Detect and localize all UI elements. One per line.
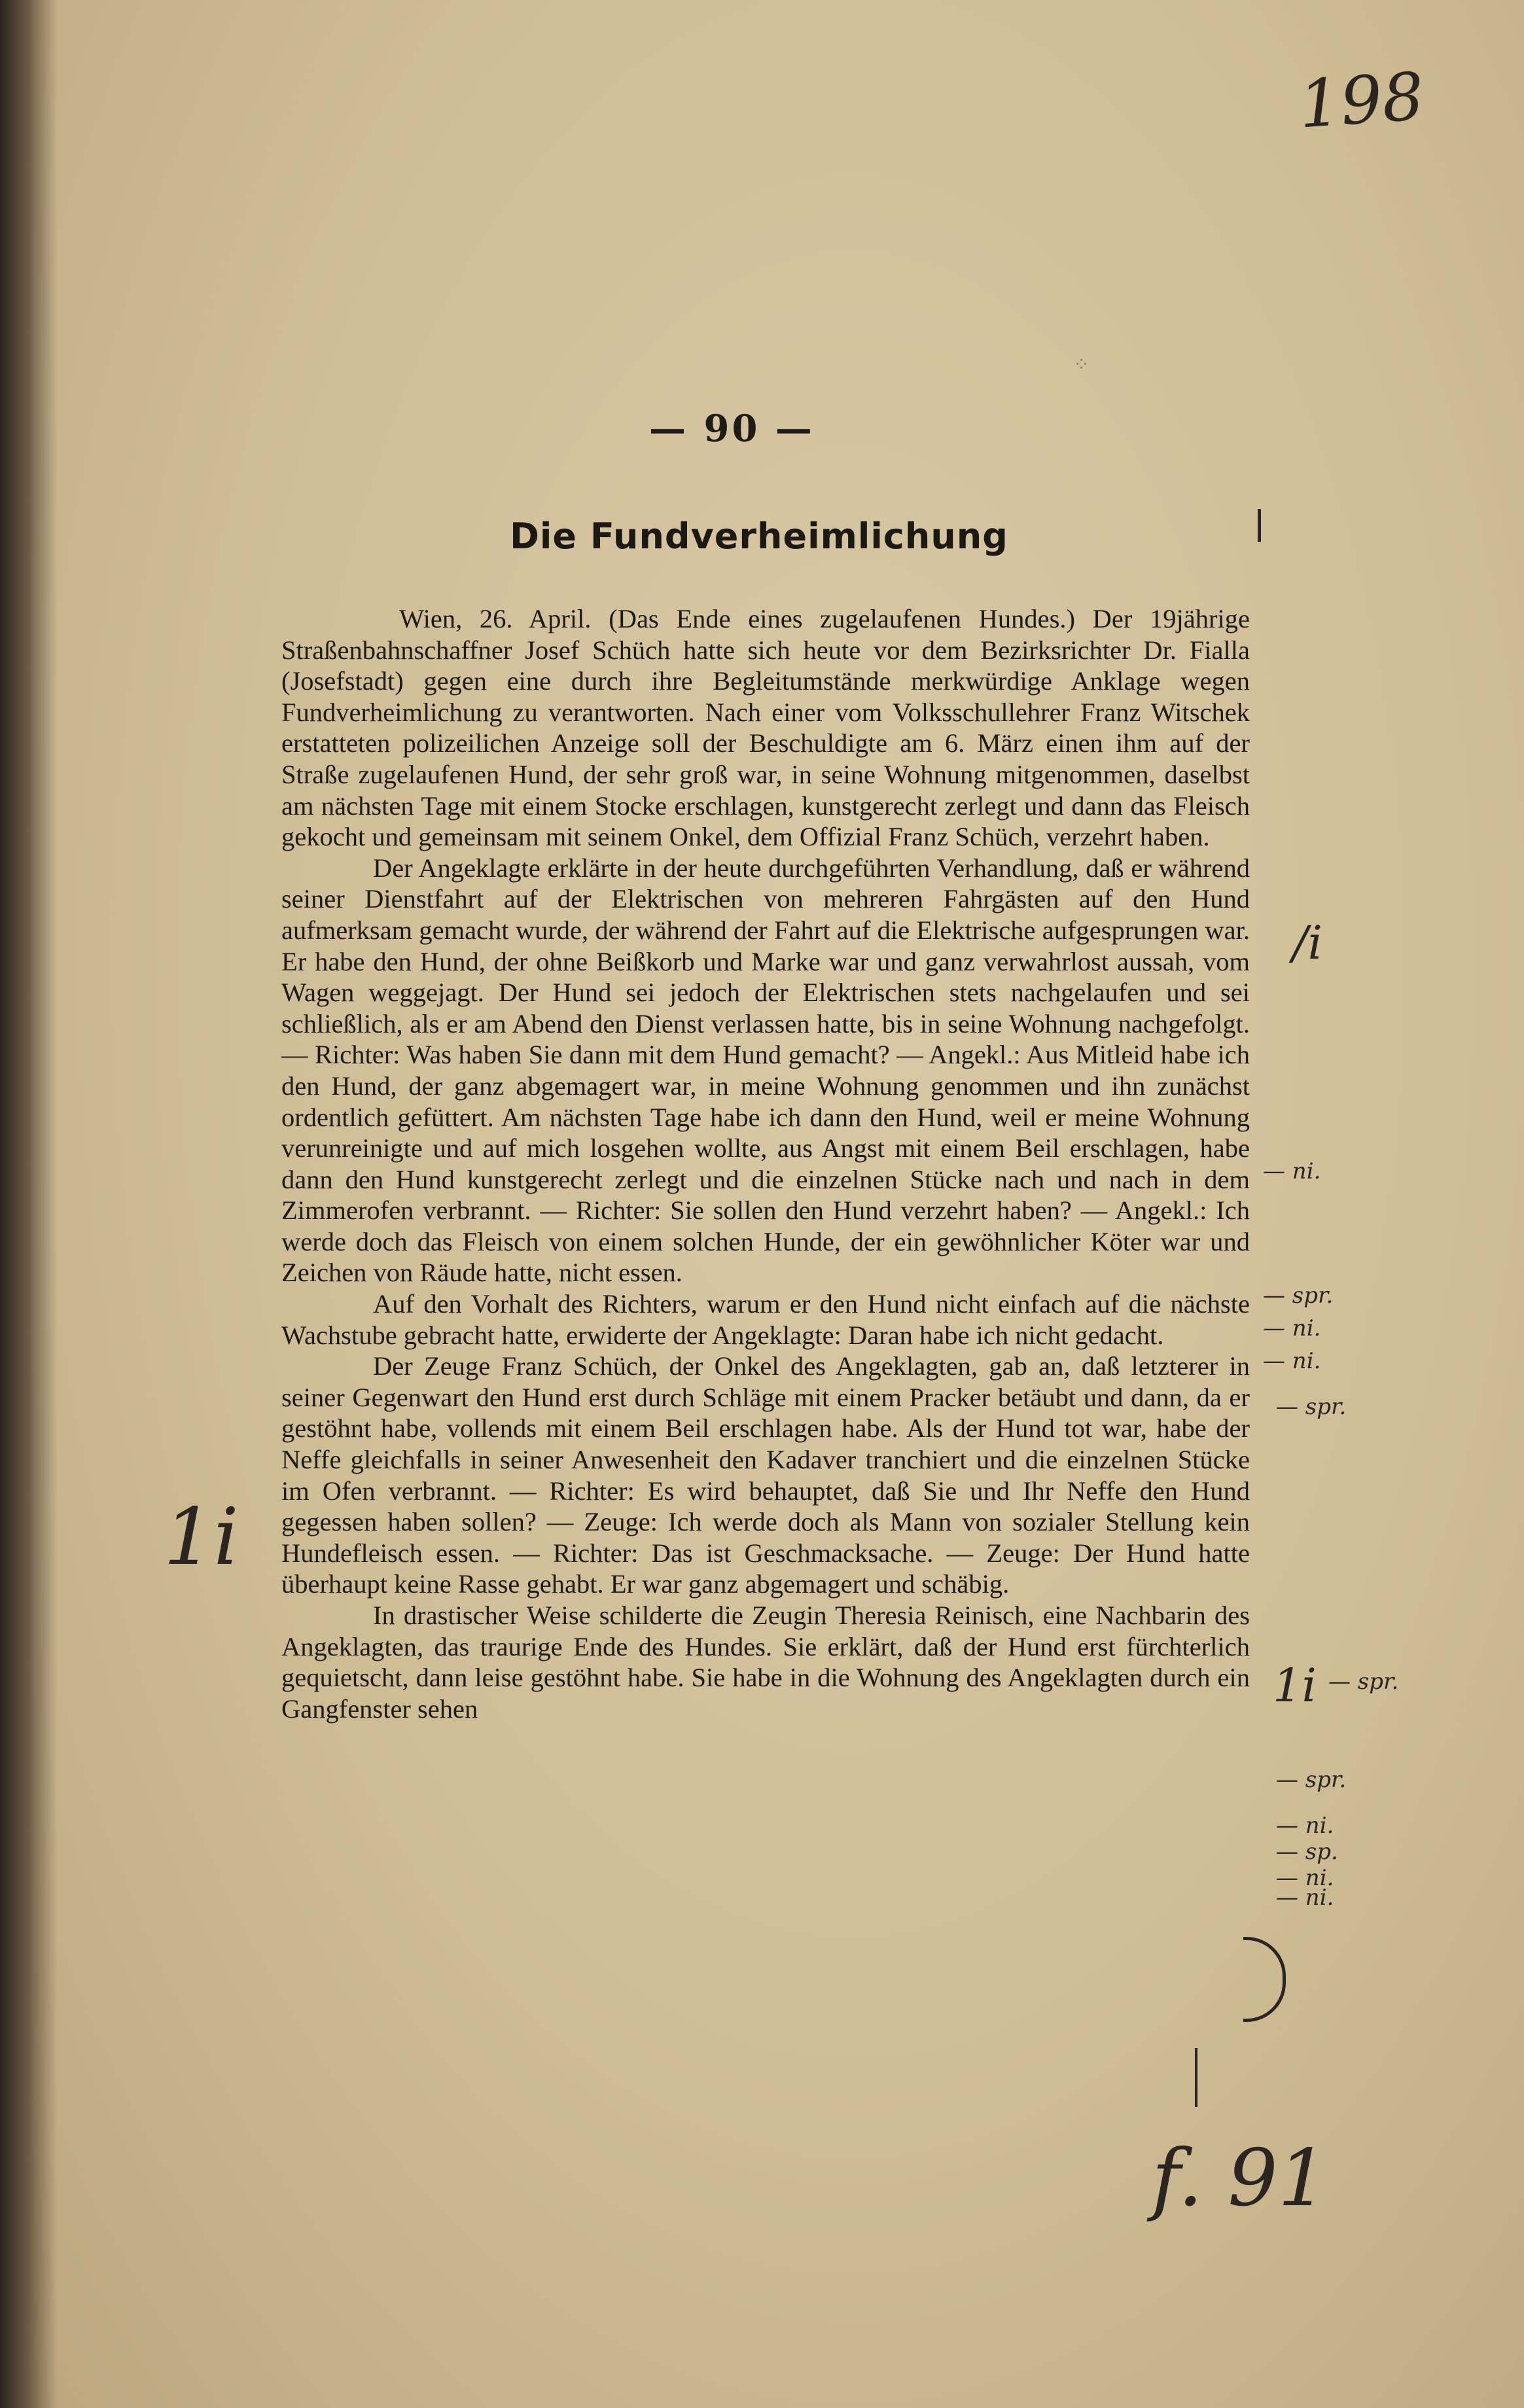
right-margin-note: — ni. [1263, 1348, 1321, 1374]
margin-note-left-3: 1i [1273, 1659, 1317, 1712]
margin-arrow-mark [1258, 509, 1273, 542]
right-margin-note: — spr. [1328, 1669, 1399, 1695]
right-margin-note: — spr. [1263, 1283, 1334, 1309]
paragraph-4: Der Zeuge Franz Schüch, der Onkel des Angeklagten, gab an, daß letzterer in seiner Gegenwart den Hund erst durch Schläge mit einem Pracker betäubt und dann, da er gestöhnt habe, vollends mit einem Beil erschlagen habe. Als der Hund tot war, habe der Neffe gleichfalls in seiner Anwesenheit den Kadaver tranchiert und die einzelnen Stücke im Ofen verbrannt. — Richter: Es wird behauptet, daß Sie und Ihr Neffe den Hund gegessen haben sollen? — Zeuge: Ich werde doch als Mann von sozialer Stellung kein Hundefleisch essen. — Richter: Das ist Geschmacksache. — Zeuge: Der Hund hatte überhaupt keine Rasse gehabt. Er war ganz abgemagert und schäbig. [281, 1351, 1250, 1599]
margin-note-bottom: f. 91 [1152, 2133, 1328, 2224]
right-margin-note: — ni. [1263, 1315, 1321, 1341]
margin-note-left-2: 1i [164, 1492, 239, 1583]
page-gutter-shadow [31, 0, 58, 2408]
right-margin-note: — spr. [1276, 1394, 1347, 1420]
paragraph-3: Auf den Vorhalt des Richters, warum er den Hund nicht einfach auf die nächste Wachstube gebracht hatte, erwiderte der Angeklagte: Daran habe ich nicht gedacht. [281, 1289, 1250, 1350]
right-margin-note: — ni. [1276, 1865, 1334, 1891]
right-margin-note: — sp. [1276, 1839, 1338, 1865]
right-margin-note: — spr. [1276, 1767, 1347, 1793]
margin-note-left-1: /i [1292, 916, 1322, 970]
folio-number: 198 [1296, 58, 1427, 143]
right-margin-note: — ni. [1263, 1158, 1321, 1184]
margin-pen-line [1195, 2048, 1197, 2107]
page-number: — 90 — [649, 407, 815, 450]
faint-mark: ⁘ [1073, 353, 1090, 376]
paragraph-1: Wien, 26. April. (Das Ende eines zugelaufenen Hundes.) Der 19jährige Straßenbahnschaffner Josef Schüch hatte sich heute vor dem Bezirksrichter Dr. Fialla (Josefstadt) gegen eine durch ihre Begleitumstände merkwürdige Anklage wegen Fundverheimlichung zu verantworten. Nach einer vom Volksschullehrer Franz Witschek erstatteten polizeilichen Anzeige soll der Beschuldigte am 6. März einen ihm auf der Straße zugelaufenen Hund, der sehr groß war, in seine Wohnung mitgenommen, daselbst am nächsten Tage mit einem Stocke erschlagen, kunstgerecht zerlegt und dann das Fleisch gekocht und gemeinsam mit seinem Onkel, dem Offizial Franz Schüch, verzehrt haben. [281, 604, 1250, 852]
right-margin-note: — ni. [1276, 1813, 1334, 1839]
right-margin-note: — ni. [1276, 1885, 1334, 1911]
article-body [281, 603, 1250, 1724]
article-title: Die Fundverheimlichung [510, 516, 1008, 557]
paragraph-5: In drastischer Weise schilderte die Zeugin Theresia Reinisch, eine Nachbarin des Angeklagten, das traurige Ende des Hundes. Sie erklärt, daß der Hund erst fürchterlich gequietscht, dann leise gestöhnt habe. Sie habe in die Wohnung des Angeklagten durch ein Gangfenster sehen [281, 1601, 1250, 1724]
paragraph-2: Der Angeklagte erklärte in der heute durchgeführten Verhandlung, daß er während seiner Dienstfahrt auf der Elektrischen von mehreren Fahrgästen auf den Hund aufmerksam gemacht wurde, der während der Fahrt auf die Elektrische aufgesprungen war. Er habe den Hund, der ohne Beißkorb und Marke war und ganz verwahrlost aussah, vom Wagen weggejagt. Der Hund sei jedoch der Elektrischen stets nachgelaufen und sei schließlich, als er am Abend den Dienst verlassen hatte, bis in seine Wohnung nachgefolgt. — Richter: Was haben Sie dann mit dem Hund gemacht? — Angekl.: Aus Mitleid habe ich den Hund, der ganz abgemagert war, in meine Wohnung genommen und ihn zunächst ordentlich gefüttert. Am nächsten Tage habe ich dann den Hund, weil er meine Wohnung verunreinigte und auf mich losgehen wollte, aus Angst mit einem Beil erschlagen, habe dann den Hund kunstgerecht zerlegt und die einzelnen Stücke nach und nach in dem Zimmerofen verbrannt. — Richter: Sie sollen den Hund verzehrt haben? — Angekl.: Ich werde doch das Fleisch von einem solchen Hunde, der ein gewöhnlicher Köter war und Zeichen von Räude hatte, nicht essen. [281, 853, 1250, 1288]
